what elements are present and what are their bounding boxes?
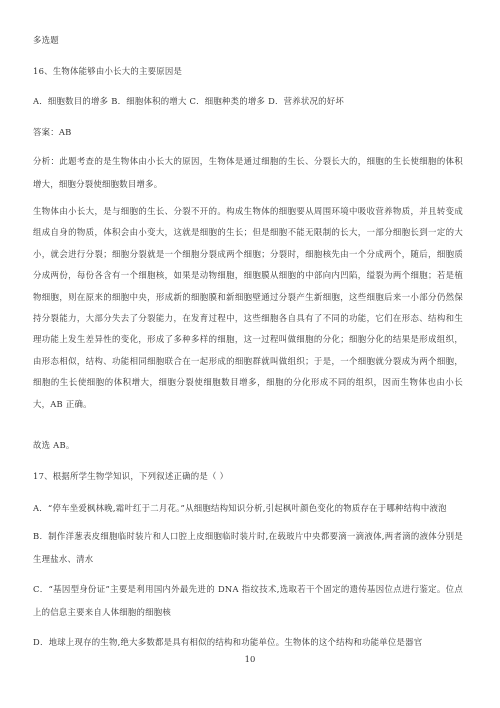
question-17-option-b: B．制作洋葱表皮细胞临时装片和人口腔上皮细胞临时装片时,在载玻片中央都要滴一滴液体,两者滴的液体分别是生理盐水、清水 bbox=[33, 531, 463, 564]
question-16-conclusion: 故选 AB。 bbox=[33, 440, 75, 450]
section-label: 多选题 bbox=[33, 35, 59, 45]
question-17-option-d: D．地球上现存的生物,绝大多数都是具有相似的结构和功能单位。生物体的这个结构和功能单位是器官 bbox=[33, 637, 423, 647]
question-16-explanation: 生物体由小长大，是与细胞的生长、分裂不开的。构成生物体的细胞要从周围环境中吸收营养物质，并且转变成组成自身的物质，体积会由小变大，这就是细胞的生长；但是细胞不能无限制的长大，一部分细胞长到一定的大小，就会进行分裂；细胞分裂就是一个细胞分裂成两个细胞；分裂时，细胞核先由一个分成两个，随后，细胞质分成两份，每份各含有一个细胞核，如果是动物细胞，细胞膜从细胞的中部向内凹陷，缢裂为两个细胞；若是植物细胞，则在原来的细胞中央，形成新的细胞膜和新细胞壁通过分裂产生新细胞，这些细胞后来一小部分仍然保持分裂能力，大部分失去了分裂能力，在发育过程中，这些细胞各自具有了不同的功能，它们在形态、结构和生理功能上发生差异性的变化，形成了多种多样的细胞，这一过程叫做细胞的分化；细胞分化的结果是形成组织，由形态相似，结构、功能相同细胞联合在一起形成的细胞群就叫做组织；于是，一个细胞就分裂成为两个细胞，细胞的生长使细胞的体积增大，细胞分裂使细胞数目增多，细胞的分化形成不同的组织，因而生物体也由小长大，AB 正确。 bbox=[33, 206, 463, 409]
question-17-option-c: C．“基因型身份证”主要是利用国内外最先进的 DNA 指纹技术,选取若干个固定的遗传基因位点进行鉴定。位点上的信息主要来自人体细胞的细胞核 bbox=[33, 584, 463, 617]
page-number: 10 bbox=[244, 654, 256, 664]
question-16-stem: 16、生物体能够由小长大的主要原因是 bbox=[33, 66, 183, 76]
question-16-analysis: 分析：此题考查的是生物体由小长大的原因，生物体是通过细胞的生长、分裂长大的，细胞的生长使细胞的体积增大，细胞分裂使细胞数目增多。 bbox=[33, 156, 463, 189]
question-17-stem: 17、根据所学生物学知识，下列叙述正确的是（ ） bbox=[33, 471, 229, 481]
question-17-option-a: A．“停车坐爱枫林晚,霜叶红于二月花。”从细胞结构知识分析,引起枫叶颜色变化的物质存在于哪种结构中液泡 bbox=[33, 503, 447, 513]
question-16-answer: 答案：AB bbox=[33, 127, 72, 137]
question-16-options: A．细胞数目的增多 B．细胞体积的增大 C．细胞种类的增多 D．营养状况的好坏 bbox=[33, 96, 345, 106]
